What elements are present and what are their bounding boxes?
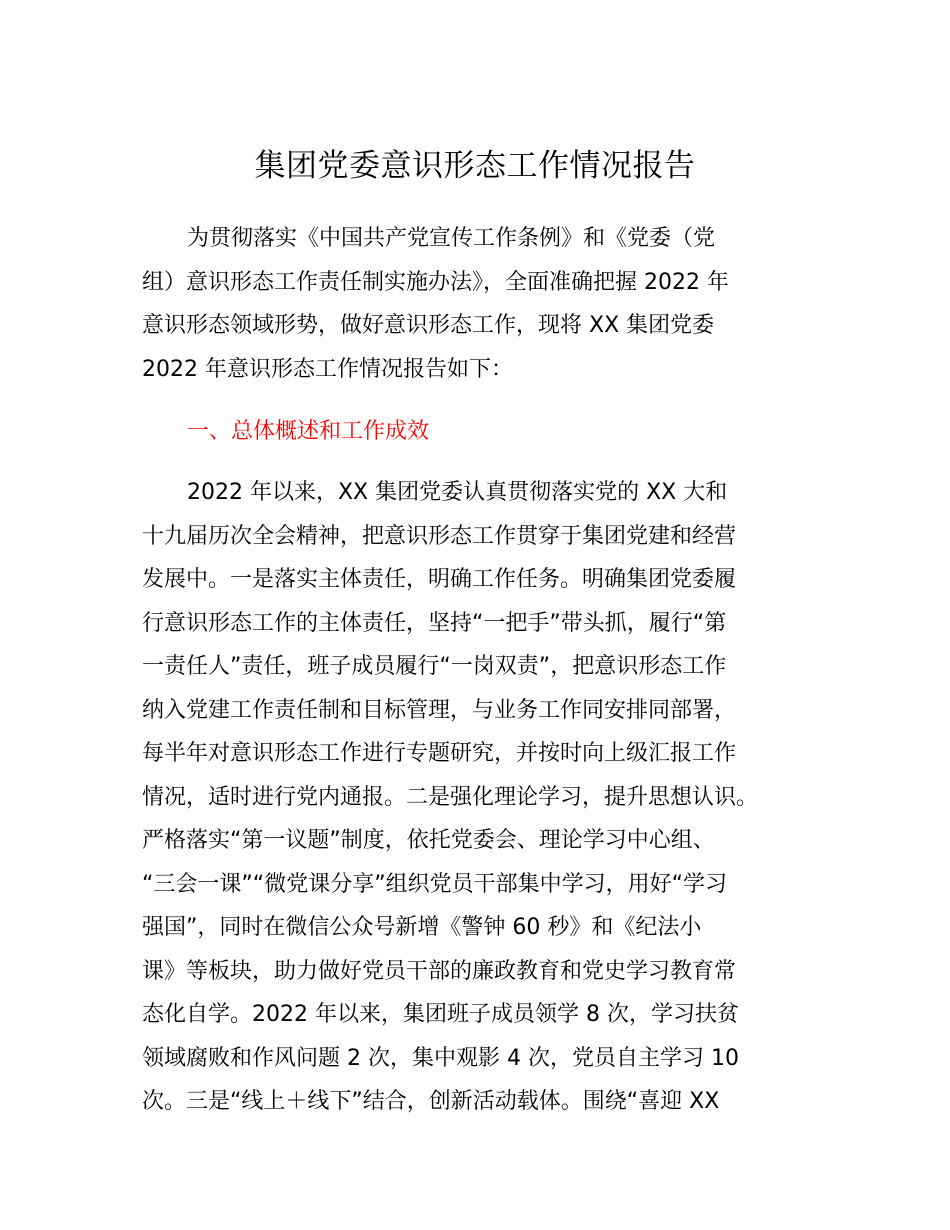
paragraph-line: 次。三是“线上＋线下”结合，创新活动载体。围绕“喜迎 XX [142, 1089, 720, 1114]
paragraph-line: 意识形态领域形势，做好意识形态工作，现将 XX 集团党委 [142, 313, 715, 338]
intro-paragraph [142, 217, 822, 391]
document-title: 集团党委意识形态工作情况报告 [254, 148, 696, 184]
paragraph-line: 行意识形态工作的主体责任，坚持“一把手”带头抓，履行“第 [142, 610, 727, 636]
paragraph-line: “三会一课”“微党课分享”组织党员干部集中学习，用好“学习 [142, 871, 727, 897]
body-paragraph [142, 471, 822, 1124]
paragraph-line: 课》等板块，助力做好党员干部的廉政教育和党史学习教育常 [142, 958, 737, 984]
paragraph-line: 一责任人”责任，班子成员履行“一岗双责”，把意识形态工作 [142, 654, 727, 679]
paragraph-line: 领域腐败和作风问题 2 次，集中观影 4 次，党员自主学习 10 [142, 1045, 739, 1071]
paragraph-line: 2022 年意识形态工作情况报告如下： [142, 356, 513, 382]
paragraph-line: 组）意识形态工作责任制实施办法》，全面准确把握 2022 年 [142, 269, 729, 295]
paragraph-line: 为贯彻落实《中国共产党宣传工作条例》和《党委（党 [187, 226, 716, 251]
paragraph-line: 发展中。一是落实主体责任，明确工作任务。明确集团党委履 [142, 567, 737, 592]
paragraph-line: 情况，适时进行党内通报。二是强化理论学习，提升思想认识。 [142, 784, 759, 810]
paragraph-line: 严格落实“第一议题”制度，依托党委会、理论学习中心组、 [142, 828, 715, 853]
paragraph-line: 2022 年以来，XX 集团党委认真贯彻落实党的 XX 大和 [187, 480, 728, 505]
paragraph-line: 强国”，同时在微信公众号新增《警钟 60 秒》和《纪法小 [142, 915, 702, 940]
paragraph-line: 每半年对意识形态工作进行专题研究，并按时向上级汇报工作 [142, 741, 737, 766]
section-heading: 一、总体概述和工作成效 [187, 419, 430, 444]
paragraph-line: 态化自学。2022 年以来，集团班子成员领学 8 次，学习扶贫 [142, 1002, 739, 1027]
paragraph-line: 十九届历次全会精神，把意识形态工作贯穿于集团党建和经营 [142, 523, 737, 549]
paragraph-line: 纳入党建工作责任制和目标管理，与业务工作同安排同部署， [142, 697, 737, 723]
